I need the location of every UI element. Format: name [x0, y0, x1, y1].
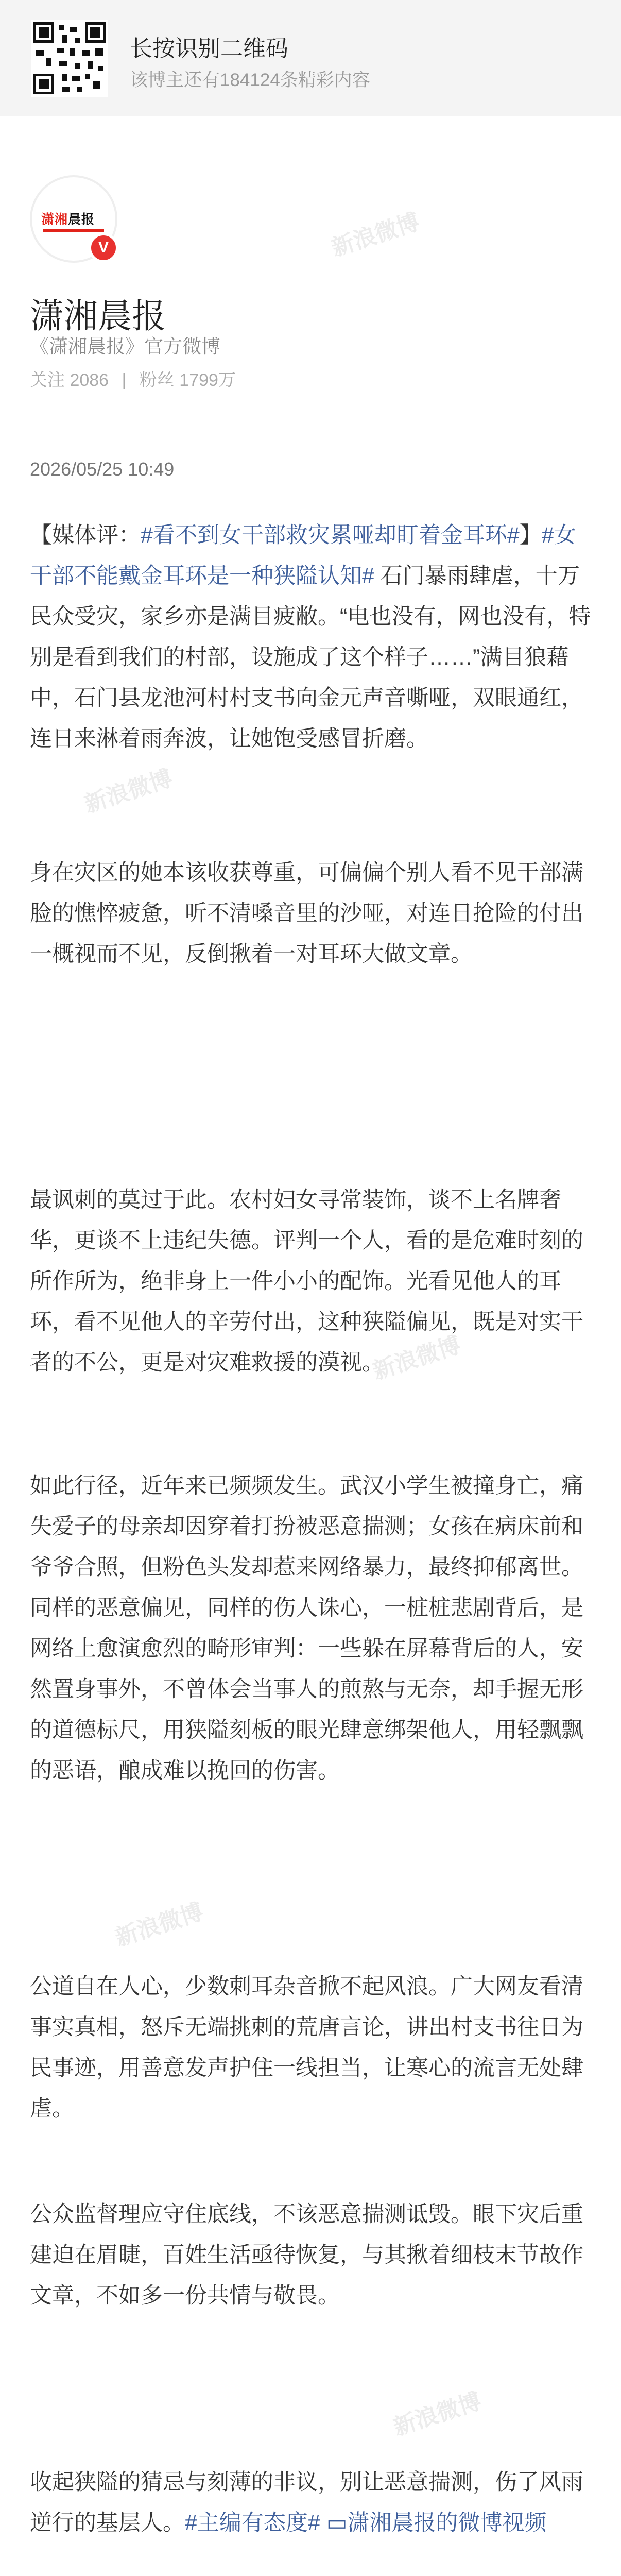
- hashtag-link[interactable]: #主编有态度#: [185, 2511, 320, 2535]
- paragraph-text: 【媒体评：: [30, 523, 141, 548]
- stats-divider: |: [122, 370, 127, 390]
- paragraph-text: 收起狭隘的猜忌与刻薄的非议，别让恶意揣测，伤了风雨逆行的基层人。: [30, 2470, 583, 2535]
- paragraph-text: 身在灾区的她本该收获尊重，可偏偏个别人看不见干部满脸的憔悴疲惫，听不清嗓音里的沙哑，对连日抢险的付出一概视而不见，反倒揪着一对耳环大做文章。: [30, 860, 583, 967]
- paragraph-text: 如此行径，近年来已频频发生。武汉小学生被撞身亡，痛失爱子的母亲却因穿着打扮被恶意揣测；女孩在病床前和爷爷合照，但粉色头发却惹来网络暴力，最终抑郁离世。同样的恶意偏见，同样的伤人诛心，一桩桩悲剧背后，是网络上愈演愈烈的畸形审判：一些躲在屏幕背后的人，安然置身事外，不曾体会当事人的煎熬与无奈，却手握无形的道德标尺，用狭隘刻板的眼光肆意绑架他人，用轻飘飘的恶语，酿成难以挽回的伤害。: [30, 1473, 583, 1783]
- hashtag-link[interactable]: #看不到女干部救灾累哑却盯着金耳环#: [141, 523, 520, 548]
- following-count: 2086: [70, 370, 109, 390]
- post-paragraph: [30, 1180, 592, 1383]
- qr-code-icon[interactable]: [31, 20, 108, 97]
- post-paragraph: [30, 515, 592, 759]
- watermark: 新浪微博: [81, 765, 176, 818]
- post-date: 2026/05/25 10:49: [30, 459, 175, 480]
- followers-count: 1799万: [179, 370, 236, 390]
- post-paragraph: [30, 853, 592, 975]
- paragraph-text: [320, 2511, 326, 2535]
- qr-banner-subtitle: 该博主还有184124条精彩内容: [130, 70, 370, 90]
- logo-bar: [43, 229, 104, 232]
- watermark: 新浪微博: [112, 1899, 206, 1951]
- hashtag-link[interactable]: ▭潇湘晨报的微博视频: [326, 2511, 547, 2535]
- account-name[interactable]: 潇湘晨报: [30, 297, 166, 335]
- verified-badge-icon: V: [89, 233, 118, 263]
- avatar-logo: 潇湘晨报: [41, 212, 95, 227]
- post-paragraph: [30, 1466, 592, 1791]
- watermark: 新浪微博: [390, 2388, 485, 2441]
- paragraph-text: 最讽刺的莫过于此。农村妇女寻常装饰，谈不上名牌奢华，更谈不上违纪失德。评判一个人，看的是危难时刻的所作所为，绝非身上一件小小的配饰。光看见他人的耳环，看不见他人的辛劳付出，这种狭隘偏见，既是对实干者的不公，更是对灾难救援的漠视。: [30, 1188, 583, 1375]
- following-label: 关注: [30, 370, 65, 390]
- paragraph-text: 石门暴雨肆虐，十万民众受灾，家乡亦是满目疲敝。“电也没有，网也没有，特别是看到我们的村部，设施成了这个样子……”满目狼藉中，石门县龙池河村村支书向金元声音嘶哑，双眼通红，连日来淋着雨奔波，让她饱受感冒折磨。: [30, 564, 591, 751]
- followers-label: 粉丝: [139, 370, 175, 390]
- watermark: 新浪微博: [370, 1332, 464, 1384]
- paragraph-text: 】: [519, 523, 542, 548]
- post-paragraph: [30, 2462, 592, 2544]
- paragraph-text: 公道自在人心，少数刺耳杂音掀不起风浪。广大网友看清事实真相，怒斥无端挑刺的荒唐言论，讲出村支书往日为民事迹，用善意发声护住一线担当，让寒心的流言无处肆虐。: [30, 1974, 583, 2121]
- account-stats: [30, 366, 236, 391]
- qr-banner-title: 长按识别二维码: [130, 36, 288, 61]
- hashtag-link[interactable]: #女干部不能戴金耳环是一种狭隘认知#: [30, 523, 576, 588]
- verification-text: 《潇湘晨报》官方微博: [30, 336, 220, 357]
- qr-banner[interactable]: [0, 0, 621, 116]
- paragraph-text: 公众监督理应守住底线，不该恶意揣测诋毁。眼下灾后重建迫在眉睫，百姓生活亟待恢复，与其揪着细枝末节故作文章，不如多一份共情与敬畏。: [30, 2202, 583, 2308]
- watermark: 新浪微博: [329, 209, 423, 261]
- post-paragraph: [30, 2194, 592, 2316]
- post-paragraph: [30, 1967, 592, 2129]
